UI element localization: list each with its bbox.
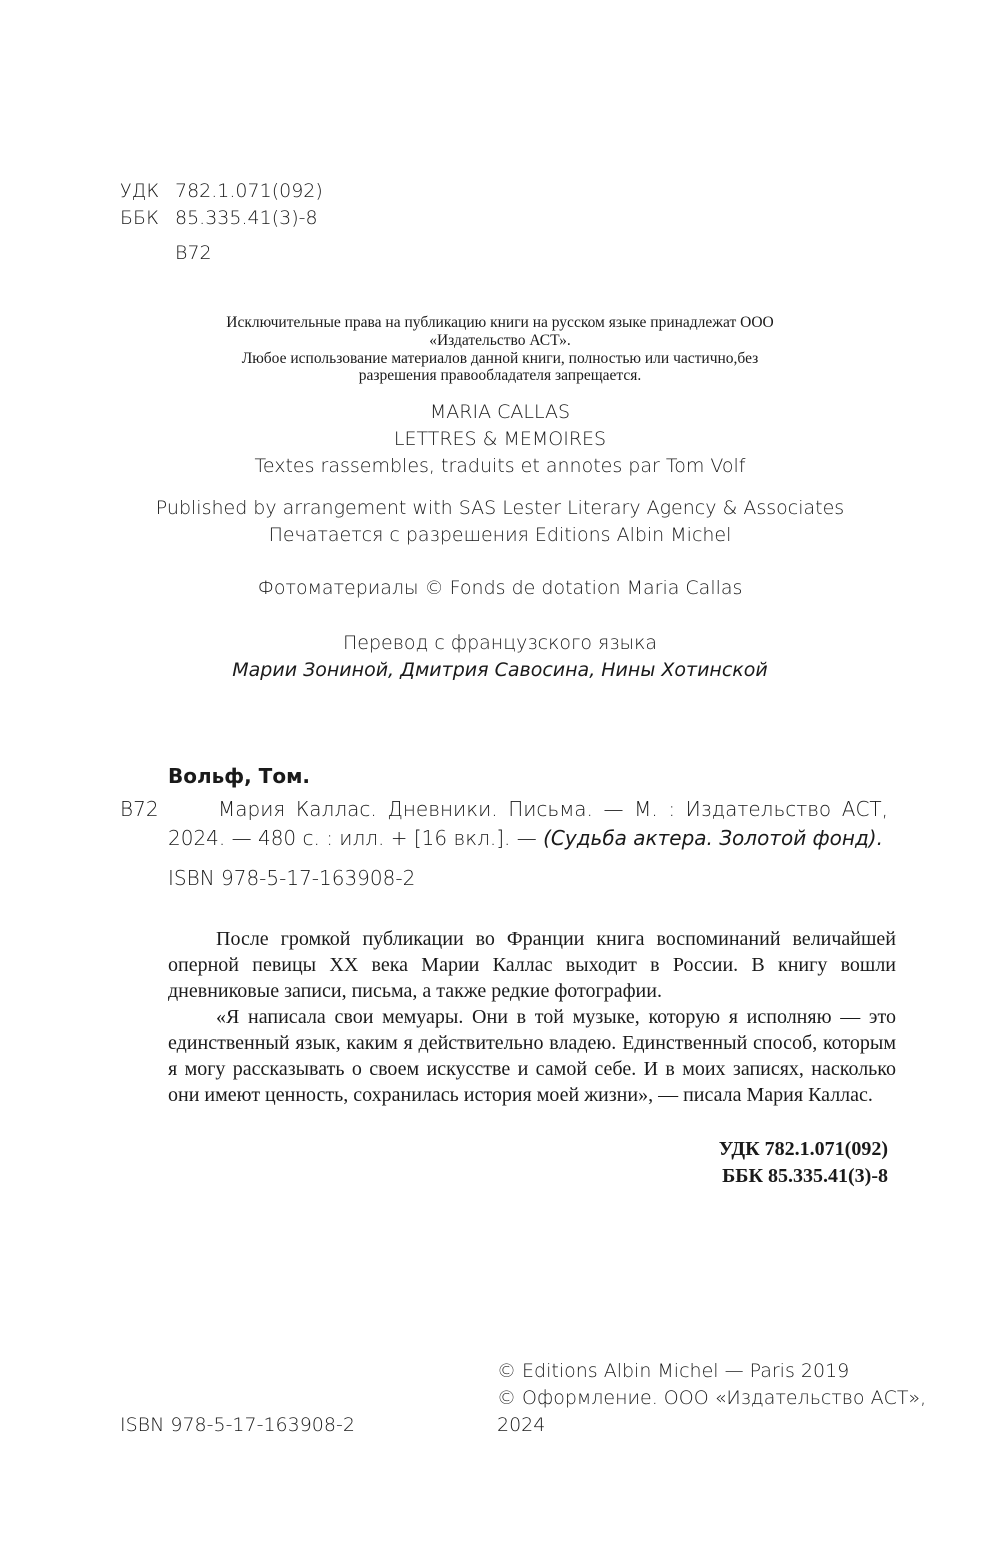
catalog-author-heading: Вольф, Том. <box>168 764 311 788</box>
catalog-line-2-plain: 2024. — 480 с. : илл. + [16 вкл.]. — <box>168 826 544 850</box>
udk-value: 782.1.071(092) <box>175 180 323 202</box>
photo-credit: Фотоматериалы © Fonds de dotation Maria Callas <box>257 577 743 599</box>
translation-label: Перевод с французского языка <box>342 632 657 654</box>
bbk-label: ББК <box>120 207 159 229</box>
author-mark: В72 <box>175 242 212 264</box>
translators: Марии Зониной, Дмитрия Савосина, Нины Хотинской <box>232 659 768 681</box>
annotation <box>168 926 896 1108</box>
copyright-line-2: © Оформление. ООО «Издательство АСТ», <box>497 1387 927 1409</box>
catalog-line-2 <box>168 826 883 850</box>
copyright-line-3: 2024 <box>497 1414 546 1436</box>
rights-notice-line-1: Исключительные права на публикацию книги на русском языке принадлежат ООО <box>226 314 774 331</box>
series-name: (Судьба актера. Золотой фонд). <box>543 826 883 850</box>
copyright-line-1: © Editions Albin Michel — Paris 2019 <box>497 1360 850 1382</box>
rights-notice-line-3: Любое использование материалов данной книги, полностью или частично,без <box>241 350 759 367</box>
annotation-paragraph-2: «Я написала свои мемуары. Они в той музыке, которую я исполняю — это единственный язык, каким я действительно владею. Единственный способ, которым я могу рассказывать о своем искусстве и самой себе. И в моих записях, насколько они имеют ценность, сохранилась история моей жизни», — писала Мария Каллас. <box>168 1006 896 1106</box>
catalog-mark: В72 <box>120 797 159 821</box>
rights-notice-line-2: «Издательство АСТ». <box>429 332 571 349</box>
udk-label: УДК <box>120 180 160 202</box>
rights-notice-line-4: разрешения правообладателя запрещается. <box>358 367 642 384</box>
original-credits: Textes rassembles, traduits et annotes par Tom Volf <box>254 455 746 477</box>
footer-isbn: ISBN 978-5-17-163908-2 <box>120 1414 355 1436</box>
catalog-isbn: ISBN 978-5-17-163908-2 <box>168 866 416 890</box>
original-author: MARIA CALLAS <box>429 401 571 423</box>
classification-udk: УДК 782.1.071(092) <box>718 1138 888 1160</box>
classification-bbk: ББК 85.335.41(3)-8 <box>722 1165 888 1187</box>
arrangement-line-1: Published by arrangement with SAS Lester Literary Agency & Associates <box>155 497 845 519</box>
bbk-value: 85.335.41(3)-8 <box>175 207 318 229</box>
catalog-line-1: Мария Каллас. Дневники. Письма. — М. : Издательство АСТ, <box>218 797 888 821</box>
arrangement-line-2: Печатается с разрешения Editions Albin Michel <box>268 524 732 546</box>
original-title: LETTRES & MEMOIRES <box>393 428 607 450</box>
annotation-paragraph-1: После громкой публикации во Франции книга воспоминаний величайшей оперной певицы XX века Марии Каллас выходит в России. В книгу вошли дневниковые записи, письма, а также редкие фотографии. <box>168 928 896 1002</box>
